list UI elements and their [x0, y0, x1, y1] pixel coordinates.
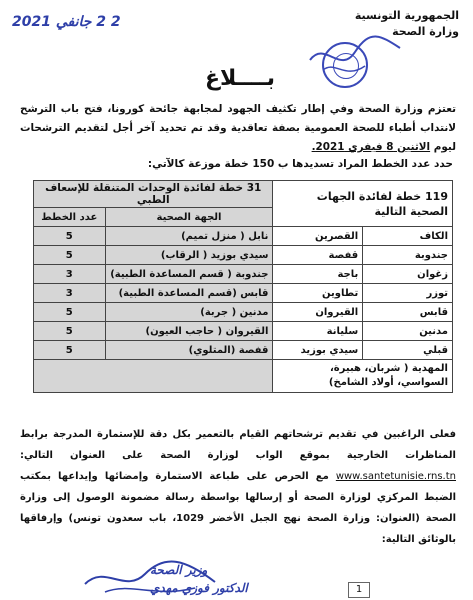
notice-title: بــــلاغ	[204, 66, 276, 91]
table-row	[34, 303, 453, 322]
plan-count-cell: 5	[34, 341, 106, 360]
governorate-cell-mahdia: المهدية ( شربان، هبيرة، السواسي، أولاد الشامخ)	[273, 360, 453, 393]
health-entity-cell: جندوبة ( قسم المساعدة الطبية)	[105, 265, 273, 284]
governorate-cell: زغوان	[363, 265, 453, 284]
mobile-units-header: 31 خطة لفائدة الوحدات المتنقلة للإسعاف الطبي	[34, 181, 273, 208]
governorate-cell: توزر	[363, 284, 453, 303]
closing-text-1: فعلى الراغبين في تقديم ترشحاتهم القيام بالتعمير بكل دقة للإستمارة المدرجة برابط المناظرات الخارجية بموقع الواب لوزارة الصحة على العنوان التالي:	[20, 429, 456, 461]
governorate-cell: الكاف	[363, 227, 453, 246]
table-row	[34, 227, 453, 246]
plan-count-cell: 3	[34, 284, 106, 303]
empty-grey-cell	[34, 360, 273, 393]
signatory-title: وزير الصحة	[150, 563, 208, 577]
seal-signature-scribble-icon	[305, 30, 405, 86]
ministry-website-link[interactable]: www.santetunisie.rns.tn	[335, 471, 456, 482]
table-row	[34, 360, 453, 393]
closing-text-2: مع الحرص على طباعة الاستمارة وإمضائها وإيداعها بمكتب الضبط المركزي لوزارة الصحة أو إرسالها بواسطة رسالة مضمونة الوصول إلى وزارة الصحة (العنوان: وزارة الصحة نهج الجبل الأخضر 1029، باب سعدون تونس) وإرفاقها بالوثائق التالية:	[20, 471, 457, 545]
plan-count-cell: 5	[34, 322, 106, 341]
health-entity-cell: قابس (قسم المساعدة الطبية)	[105, 284, 273, 303]
plan-count-cell: 3	[34, 265, 106, 284]
governorate-cell: سيدي بوزيد	[273, 341, 363, 360]
closing-paragraph	[20, 424, 456, 550]
health-entity-cell: نابل ( منزل تميم)	[105, 227, 273, 246]
republic-name: الجمهورية التونسية	[354, 9, 459, 22]
plans-distribution-line: حدد عدد الخطط المراد تسديدها ب 150 خطة موزعة كالآتي:	[147, 158, 453, 170]
plan-count-cell: 5	[34, 227, 106, 246]
signatory-name: الدكتور فوزي مهدي	[150, 581, 248, 595]
table-row	[34, 284, 453, 303]
table-row	[34, 341, 453, 360]
health-entity-cell: مدنين ( جربة)	[105, 303, 273, 322]
governorate-cell: مدنين	[363, 322, 453, 341]
plans-table	[33, 180, 453, 393]
intro-paragraph	[20, 100, 456, 157]
page-number: 1	[348, 582, 370, 598]
ministry-name: وزارة الصحة	[392, 25, 459, 38]
plan-count-cell: 5	[34, 303, 106, 322]
governorate-cell: جندوبة	[363, 246, 453, 265]
governorate-cell: قبلي	[363, 341, 453, 360]
table-row	[34, 322, 453, 341]
deadline-date: الاثنين 8 فيفري 2021.	[311, 141, 431, 153]
plan-count-cell: 5	[34, 246, 106, 265]
health-entity-cell: سيدي بوزيد ( الرقاب)	[105, 246, 273, 265]
regional-plans-header: 119 خطة لفائدة الجهات الصحية التالية	[273, 181, 453, 227]
governorate-cell: سليانة	[273, 322, 363, 341]
governorate-cell: تطاوين	[273, 284, 363, 303]
governorate-cell: قابس	[363, 303, 453, 322]
handwritten-date: 2 2 جانفي 2021	[12, 14, 121, 30]
table-row	[34, 265, 453, 284]
health-entity-column-header: الجهة الصحية	[105, 208, 273, 227]
table-row	[34, 246, 453, 265]
governorate-cell: قفصة	[273, 246, 363, 265]
health-entity-cell: قفصة (المتلوي)	[105, 341, 273, 360]
governorate-cell: القصرين	[273, 227, 363, 246]
plan-count-column-header: عدد الخطط	[34, 208, 106, 227]
governorate-cell: القيروان	[273, 303, 363, 322]
intro-text: تعتزم وزارة الصحة وفي إطار تكثيف الجهود لمجابهة جائحة كورونا، فتح باب الترشح لانتداب أطباء للصحة العمومية بصفة تعاقدية وقد تم تحديد آخر أجل لتقديم الترشحات ليوم	[20, 103, 456, 153]
governorate-cell: باجة	[273, 265, 363, 284]
health-entity-cell: القيروان ( حاجب العيون)	[105, 322, 273, 341]
table-header-row	[34, 181, 453, 208]
